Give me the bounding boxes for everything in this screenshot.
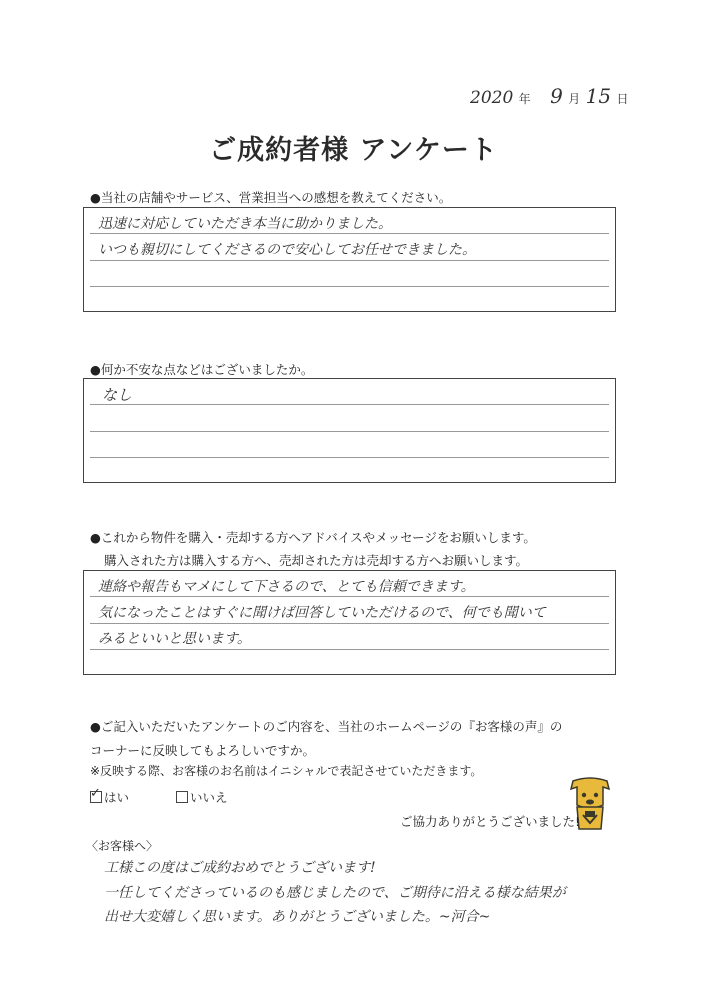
rule-line [90, 649, 609, 650]
staff-note-label: 〈お客様へ〉 [86, 839, 159, 853]
rule-line [90, 286, 609, 287]
question-2: ●何か不安な点などはございましたか。 [90, 362, 314, 377]
answer-box-2 [83, 378, 616, 483]
consent-yes-label: はい [104, 790, 130, 805]
date-month: 9 [550, 84, 563, 108]
rule-line [90, 404, 609, 405]
date-day-unit: 日 [616, 92, 629, 106]
thanks-message: ご協力ありがとうございました! [400, 814, 581, 829]
date-month-unit: 月 [568, 92, 581, 106]
rule-line [90, 260, 609, 261]
answer-1-line-2: いつも親切にしてくださるので安心してお任せできました。 [98, 242, 476, 258]
consent-option-yes[interactable] [90, 788, 129, 806]
rule-line [90, 623, 609, 624]
staff-note-line-2: 一任してくださっているのも感じましたので、ご期待に沿える様な結果が [104, 885, 566, 901]
rule-line [90, 431, 609, 432]
answer-2-line-1: なし [102, 386, 133, 404]
consent-no-label: いいえ [190, 790, 228, 805]
answer-3-line-2: 気になったことはすぐに聞けば回答していただけるので、何でも聞いて [98, 605, 546, 621]
checkbox-no[interactable] [176, 791, 188, 803]
staff-note-line-3: 出せ大変嬉しく思います。ありがとうございました。~河合~ [104, 909, 491, 925]
rule-line [90, 233, 609, 234]
question-3-line-2: 購入された方は購入する方へ、売却された方は売却する方へお願いします。 [104, 553, 529, 568]
question-1: ●当社の店舗やサービス、営業担当への感想を教えてください。 [90, 190, 452, 205]
question-3-line-1: ●これから物件を購入・売却する方へアドバイスやメッセージをお願いします。 [90, 530, 536, 545]
answer-box-1 [83, 207, 616, 312]
answer-3-line-1: 連絡や報告もマメにして下さるので、とても信頼できます。 [98, 579, 475, 595]
checkbox-yes[interactable] [90, 791, 102, 803]
answer-3-line-3: みるといいと思います。 [98, 631, 251, 647]
date-year-unit: 年 [518, 92, 531, 106]
answer-1-line-1: 迅速に対応していただき本当に助かりました。 [98, 216, 392, 232]
answer-box-3 [83, 570, 616, 675]
rule-line [90, 457, 609, 458]
survey-date [470, 84, 629, 108]
consent-question-line-1: ●ご記入いただいたアンケートのご内容を、当社のホームページの『お客様の声』の [90, 719, 563, 734]
staff-note-line-1: 工様この度はご成約おめでとうございます! [104, 860, 376, 876]
consent-question-line-2: コーナーに反映してもよろしいですか。 [90, 743, 316, 758]
consent-option-no[interactable] [176, 788, 228, 806]
date-day: 15 [585, 84, 612, 108]
date-year: 2020 [470, 88, 514, 108]
page-title: ご成約者様 アンケート [209, 135, 498, 166]
consent-note: ※反映する際、お客様のお名前はイニシャルで表記させていただきます。 [90, 764, 483, 778]
rule-line [90, 596, 609, 597]
